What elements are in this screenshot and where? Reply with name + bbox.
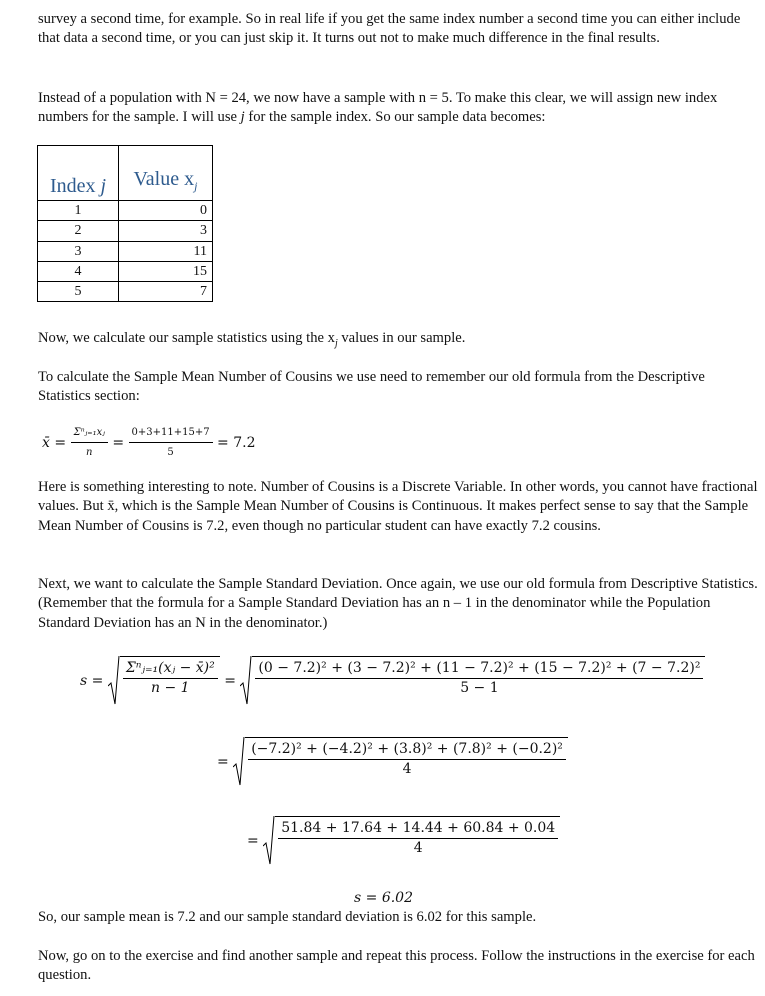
- cell-index: 3: [38, 241, 119, 261]
- equals-sign: =: [224, 673, 236, 689]
- table-row: [38, 221, 213, 241]
- paragraph-survey: survey a second time, for example. So in real life if you get the same index number a second time you can either include that data a second time, or you can just skip it. It turns out not to make much difference in the final results.: [38, 11, 741, 47]
- table-row: [38, 261, 213, 281]
- sd-values-numerator: 51.84 + 17.64 + 14.44 + 60.84 + 0.04: [278, 819, 558, 839]
- column-header-value: Value $x_j$: [119, 146, 213, 201]
- text-segment: for the sample index. So our sample data becomes:: [244, 109, 546, 126]
- sqrt-values: [263, 816, 560, 866]
- paragraph-sd-intro: Next, we want to calculate the Sample Standard Deviation. Once again, we use our old formula from Descriptive Statistics. (Remember that the formula for a Sample Standard Deviation has an n – 1 in the denominator while the Population Standard Deviation has an N in the denominator.): [38, 576, 758, 631]
- sqrt-squares: [233, 737, 568, 787]
- equals-sign: =: [217, 754, 229, 770]
- radical-sign-icon: [108, 656, 120, 706]
- sd-generic-numerator: Σⁿⱼ₌₁(xⱼ − x̄)²: [123, 659, 218, 679]
- cell-index: 2: [38, 221, 119, 241]
- cell-value: 3: [119, 221, 213, 241]
- paragraph-discrete-note: Here is something interesting to note. Number of Cousins is a Discrete Variable. In other words, you cannot have fractional values. But x̄, which is the Sample Mean Number of Cousins is Continuous. It makes perfect sense to say that the Sample Mean Number of Cousins is 7.2, even though no particular student can have exactly 7.2 cousins.: [38, 479, 758, 534]
- paragraph-sample-intro: [38, 89, 758, 128]
- radical-sign-icon: [240, 656, 252, 706]
- cell-index: 1: [38, 201, 119, 221]
- mean-result: = 7.2: [217, 434, 256, 451]
- sd-result: s = 6.02: [354, 890, 413, 906]
- table-row: [38, 241, 213, 261]
- equals-sign: =: [112, 434, 125, 451]
- cell-value: 11: [119, 241, 213, 261]
- index-variable: j: [240, 109, 245, 126]
- sd-generic-denominator: n − 1: [151, 680, 190, 697]
- cell-value: 15: [119, 261, 213, 281]
- text-segment: Instead of a population with N = 24, we now have a sample with n = 5. To make this clear, we will assign new index numbers for the sample. I will use: [38, 90, 718, 126]
- mean-numerator: Σⁿⱼ₌₁xⱼ: [71, 423, 108, 443]
- sd-values-denominator: 4: [413, 840, 423, 857]
- column-header-index: Index j: [38, 146, 119, 201]
- radical-sign-icon: [263, 816, 275, 866]
- sd-formula-line-2: [217, 737, 568, 787]
- mean-sum-denominator: 5: [167, 447, 174, 459]
- table-row: [38, 201, 213, 221]
- sd-substituted-denominator: 5 − 1: [460, 680, 499, 697]
- sd-squares-numerator: (−7.2)² + (−4.2)² + (3.8)² + (7.8)² + (−0.2)²: [248, 740, 566, 760]
- sample-data-table: [37, 145, 213, 302]
- table-header-row: [38, 146, 213, 201]
- table-row: [38, 282, 213, 302]
- paragraph-mean-intro: To calculate the Sample Mean Number of Cousins we use need to remember our old formula from the Descriptive Statistics section:: [38, 369, 705, 405]
- sd-formula-line-1: [80, 656, 705, 706]
- mean-lhs: x̄ =: [42, 434, 67, 451]
- equals-sign: =: [247, 833, 259, 849]
- cell-value: 0: [119, 201, 213, 221]
- sqrt-generic: [108, 656, 220, 706]
- paragraph-exercise: Now, go on to the exercise and find another sample and repeat this process. Follow the instructions in the exercise for each question.: [38, 948, 755, 984]
- mean-fraction: [71, 423, 108, 463]
- mean-formula: [42, 423, 255, 463]
- mean-sum-fraction: [129, 423, 213, 463]
- cell-index: 5: [38, 282, 119, 302]
- cell-value: 7: [119, 282, 213, 302]
- sd-squares-denominator: 4: [402, 761, 412, 778]
- cell-index: 4: [38, 261, 119, 281]
- sqrt-substituted: [240, 656, 705, 706]
- mean-sum-numerator: 0+3+11+15+7: [129, 423, 213, 443]
- radical-sign-icon: [233, 737, 245, 787]
- sd-formula-line-3: [247, 816, 560, 866]
- mean-denominator: n: [85, 447, 93, 459]
- sd-substituted-numerator: (0 − 7.2)² + (3 − 7.2)² + (11 − 7.2)² + (15 − 7.2)² + (7 − 7.2)²: [255, 659, 703, 679]
- paragraph-sample-stats: Now, we calculate our sample statistics using the $x_j$ values in our sample.: [38, 330, 466, 349]
- sd-lhs: s =: [80, 673, 104, 689]
- paragraph-summary: So, our sample mean is 7.2 and our sample standard deviation is 6.02 for this sample.: [38, 909, 537, 925]
